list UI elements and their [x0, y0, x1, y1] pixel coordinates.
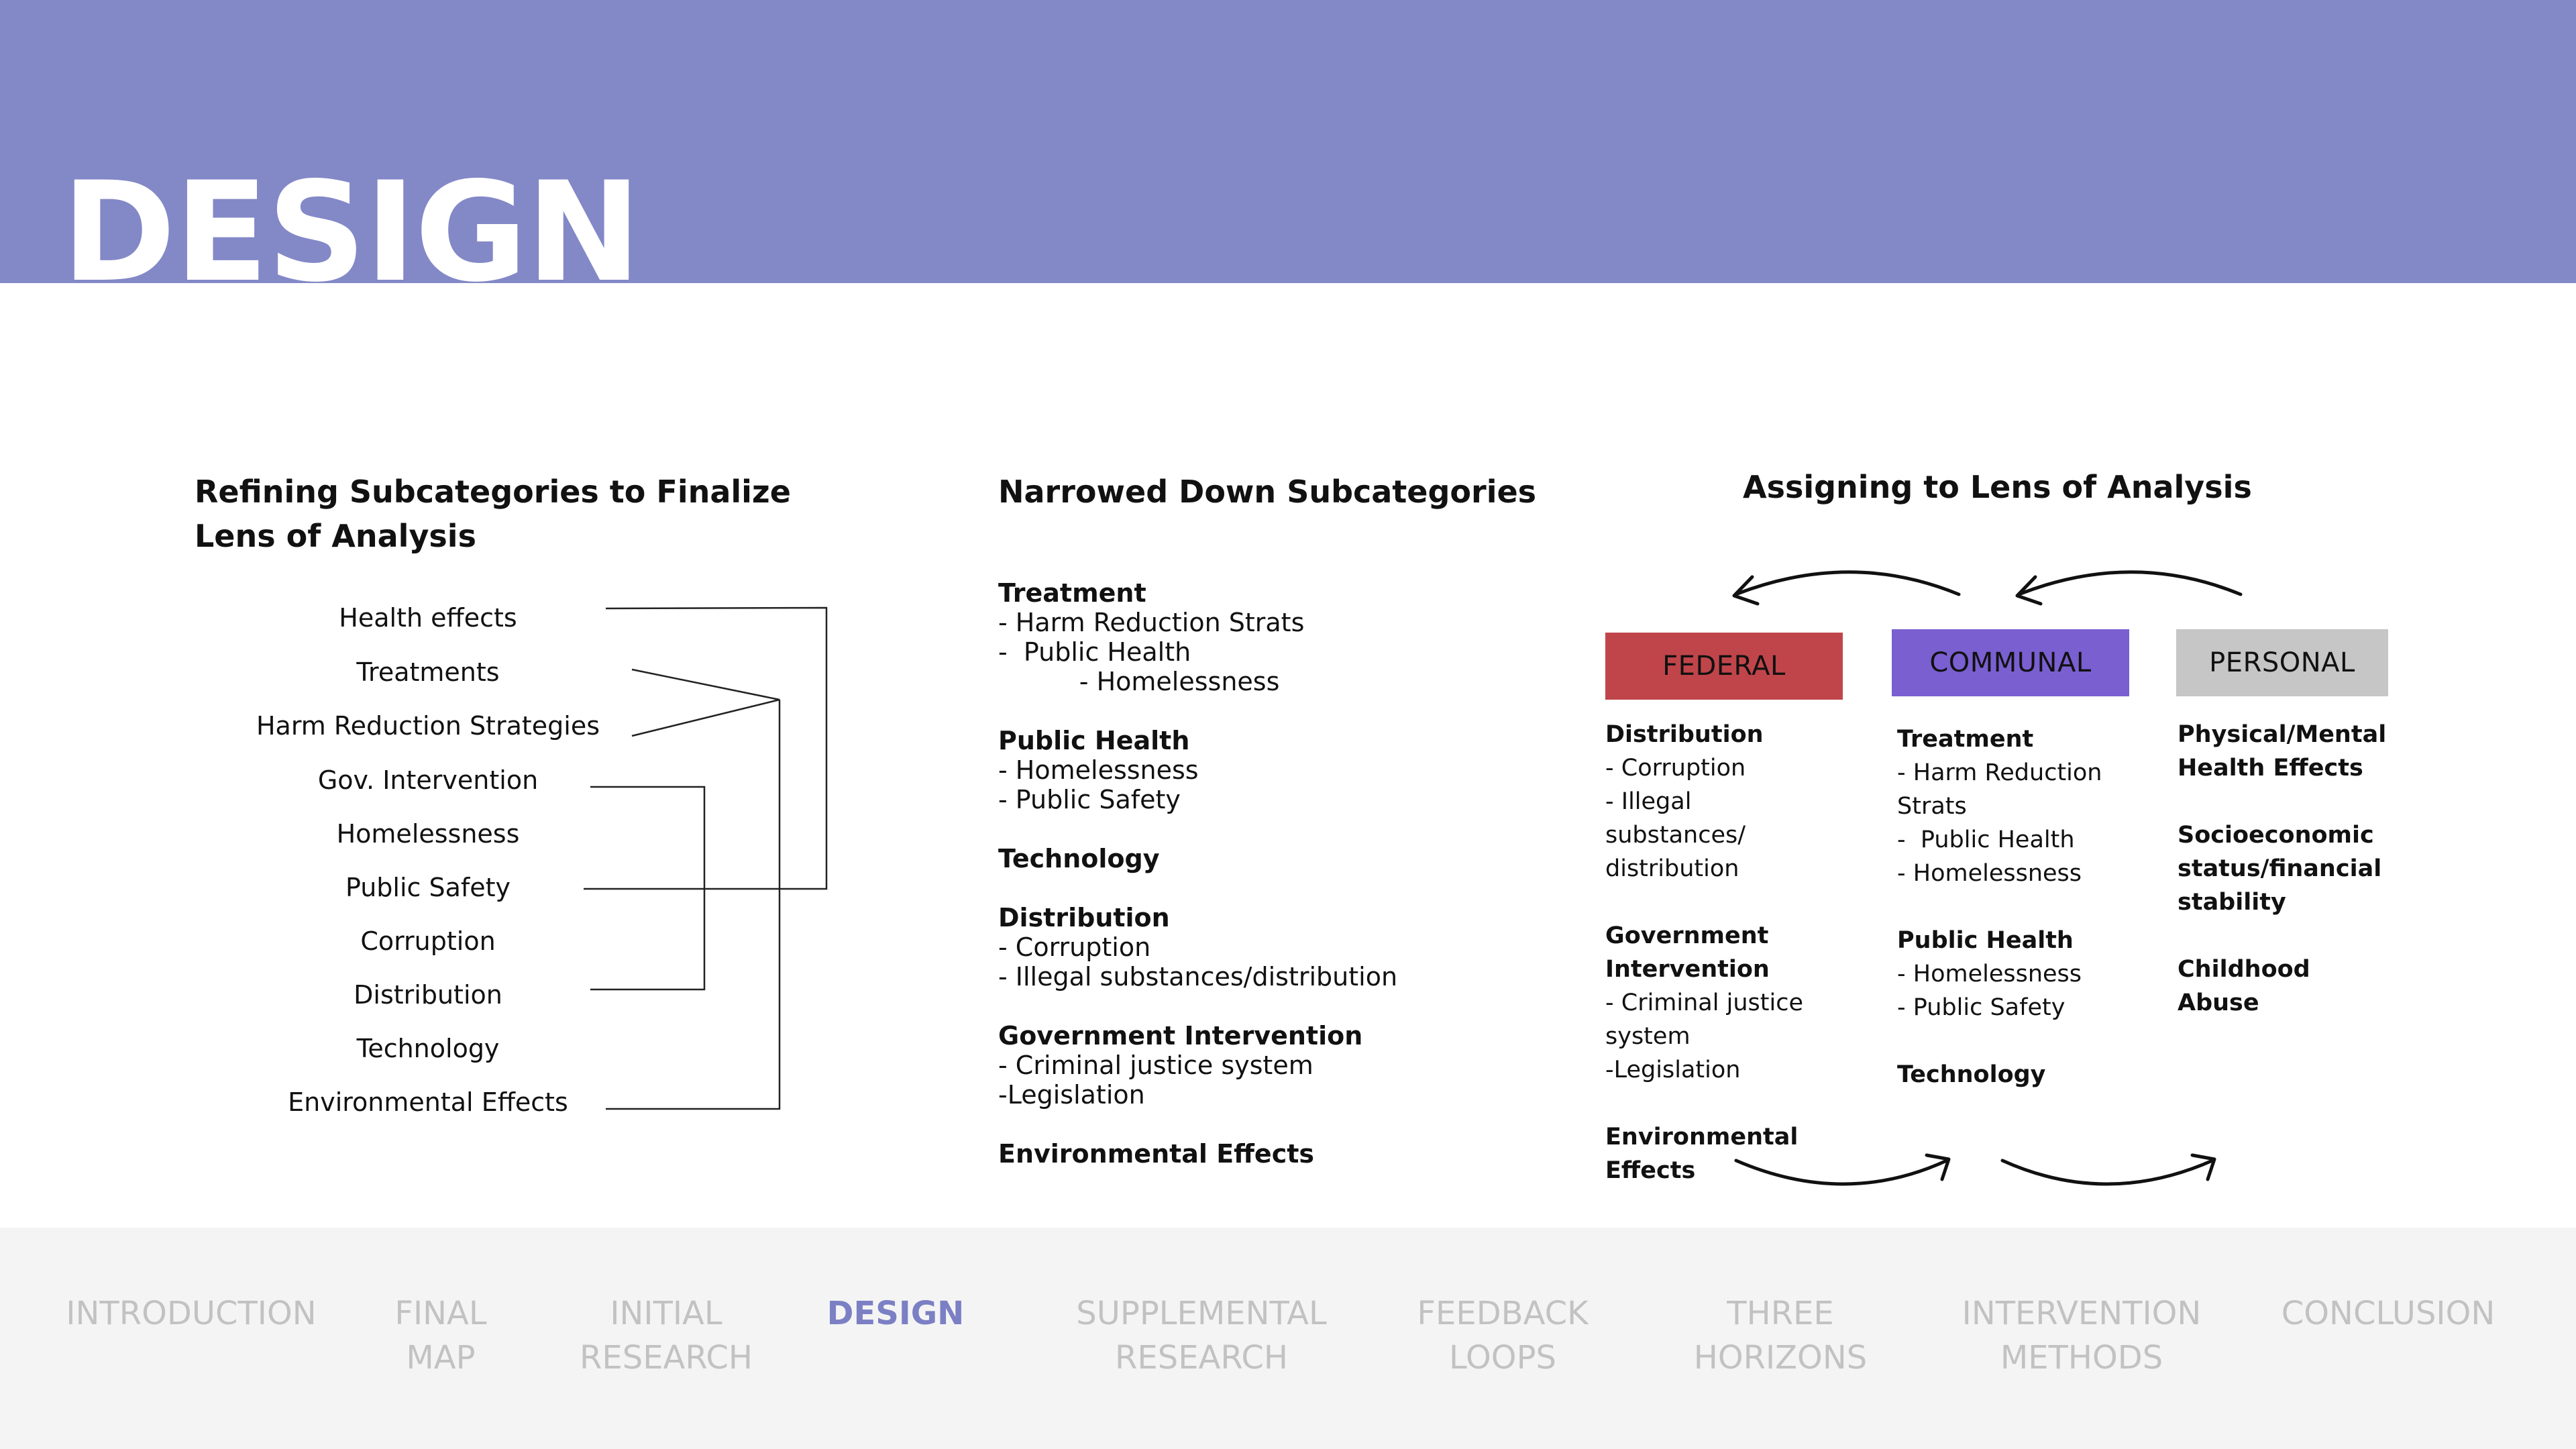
nav-item-line1: INTERVENTION — [1962, 1295, 2202, 1332]
lens-group — [2178, 718, 2392, 785]
lens-group-title: Treatment — [1897, 726, 2034, 753]
narrowed-group — [998, 1139, 1397, 1169]
lens-subitem: - Harm Reduction Strats — [1897, 759, 2110, 820]
refining-item: Technology — [356, 1034, 500, 1063]
narrowed-group-title: Public Health — [998, 726, 1190, 755]
arrow-communal-to-personal-head — [2192, 1155, 2214, 1179]
lens-box-communal: COMMUNAL — [1892, 629, 2129, 696]
lens-subitem: - Homelessness — [1897, 961, 2082, 987]
nav-item-line2: MAP — [406, 1339, 476, 1377]
narrowed-heading: Narrowed Down Subcategories — [998, 474, 1537, 510]
refining-item: Treatments — [356, 657, 500, 687]
refining-item: Gov. Intervention — [317, 765, 539, 795]
lens-subitem: - Illegal substances/ distribution — [1605, 788, 1754, 882]
narrowed-group-title: Technology — [998, 844, 1160, 873]
nav-item-line1: DESIGN — [826, 1295, 965, 1332]
arrow-communal-to-federal-head — [1734, 577, 1758, 604]
narrowed-subitem: - Criminal justice system — [998, 1051, 1313, 1080]
lens-group-title: Socioeconomic status/financial stability — [2178, 822, 2382, 916]
lens-subitem: - Corruption — [1605, 755, 1746, 782]
lens-column-communal — [1897, 722, 2118, 1125]
lens-column-federal — [1605, 718, 1827, 1221]
narrowed-group — [998, 578, 1397, 696]
lens-group — [1897, 1058, 2118, 1091]
nav-item-line2: HORIZONS — [1693, 1339, 1868, 1377]
narrowed-subitem: -Legislation — [998, 1080, 1145, 1110]
narrowed-subitem: - Corruption — [998, 932, 1151, 962]
lens-group-title: Government Intervention — [1605, 922, 1770, 983]
nav-item-design[interactable] — [728, 1291, 1063, 1336]
nav-item-line2: LOOPS — [1448, 1339, 1556, 1377]
refining-item: Public Safety — [345, 873, 511, 902]
header-band — [0, 0, 2576, 283]
nav-item-line2: RESEARCH — [1115, 1339, 1288, 1377]
nav-item-line1: INITIAL — [610, 1295, 722, 1332]
nav-item-intervention[interactable] — [1914, 1291, 2249, 1380]
lens-group — [1605, 718, 1827, 885]
refining-item: Harm Reduction Strategies — [256, 711, 600, 741]
nav-item-line1: SUPPLEMENTAL — [1076, 1295, 1327, 1332]
nav-item-line2: METHODS — [2000, 1339, 2163, 1377]
refining-heading-line1: Refining Subcategories to Finalize — [195, 474, 791, 510]
lens-box-personal: PERSONAL — [2176, 629, 2388, 696]
narrowed-subitem: - Public Health — [998, 637, 1191, 667]
narrowed-group — [998, 1021, 1397, 1110]
nav-item-line1: FINAL — [394, 1295, 487, 1332]
narrowed-subitem: - Homelessness — [998, 755, 1199, 785]
nav-item-line1: INTRODUCTION — [66, 1295, 317, 1332]
lens-group-title: Childhood Abuse — [2178, 956, 2310, 1016]
nav-item-line1: THREE — [1727, 1295, 1834, 1332]
lens-group-title: Physical/Mental Health Effects — [2178, 721, 2387, 782]
lens-subitem: - Criminal justice system — [1605, 989, 1811, 1050]
refining-heading — [195, 470, 791, 558]
narrowed-group-title: Treatment — [998, 578, 1146, 608]
arrow-personal-to-communal-head — [2017, 577, 2041, 604]
nav-item-line1: FEEDBACK — [1417, 1295, 1589, 1332]
lens-group-title: Distribution — [1605, 721, 1764, 748]
lens-group — [1605, 919, 1827, 1087]
arrow-communal-to-federal — [1737, 572, 1959, 594]
nav-item-line2: RESEARCH — [580, 1339, 753, 1377]
narrowed-group-title: Government Intervention — [998, 1021, 1363, 1051]
arrow-federal-to-communal-head — [1927, 1155, 1949, 1179]
narrowed-subitem: - Harm Reduction Strats — [998, 608, 1305, 637]
lens-box-federal: FEDERAL — [1605, 633, 1843, 700]
lens-subitem: -Legislation — [1605, 1057, 1741, 1083]
lens-group — [2178, 953, 2392, 1020]
lens-subitem: - Public Health — [1897, 826, 2075, 853]
lens-group-title: Technology — [1897, 1061, 2046, 1088]
lens-group — [1897, 924, 2118, 1024]
narrowed-list — [998, 578, 1397, 1198]
refining-item: Corruption — [360, 926, 496, 956]
narrowed-group — [998, 726, 1397, 814]
refining-item: Environmental Effects — [288, 1087, 568, 1117]
narrowed-subitem: - Public Safety — [998, 785, 1181, 814]
refining-heading-line2: Lens of Analysis — [195, 518, 476, 554]
page-title: DESIGN — [62, 153, 640, 283]
assigning-heading: Assigning to Lens of Analysis — [1743, 469, 2252, 505]
arrow-personal-to-communal — [2021, 572, 2241, 594]
lens-group — [1605, 1120, 1827, 1187]
nav-item-conclusion[interactable] — [2220, 1291, 2556, 1336]
lens-column-personal — [2178, 718, 2392, 1053]
narrowed-group — [998, 844, 1397, 873]
lens-group — [1897, 722, 2118, 890]
narrowed-subitem: - Illegal substances/distribution — [998, 962, 1398, 991]
refining-item: Health effects — [339, 603, 517, 633]
nav-item-supplemental[interactable] — [1034, 1291, 1369, 1380]
lens-group — [2178, 818, 2392, 919]
refining-item: Homelessness — [336, 819, 520, 849]
narrowed-group — [998, 903, 1397, 991]
lens-subitem: - Homelessness — [1897, 860, 2082, 887]
narrowed-subitem: - Homelessness — [998, 667, 1280, 696]
narrowed-group-title: Distribution — [998, 903, 1170, 932]
lens-group-title: Environmental Effects — [1605, 1124, 1799, 1184]
nav-item-three[interactable] — [1613, 1291, 1948, 1380]
arrow-communal-to-personal — [2002, 1161, 2212, 1184]
lens-group-title: Public Health — [1897, 927, 2074, 954]
narrowed-group-title: Environmental Effects — [998, 1139, 1315, 1169]
refining-item: Distribution — [354, 980, 502, 1010]
lens-subitem: - Public Safety — [1897, 994, 2065, 1021]
nav-item-line1: CONCLUSION — [2281, 1295, 2496, 1332]
bracket-treatment-harm — [632, 669, 780, 736]
